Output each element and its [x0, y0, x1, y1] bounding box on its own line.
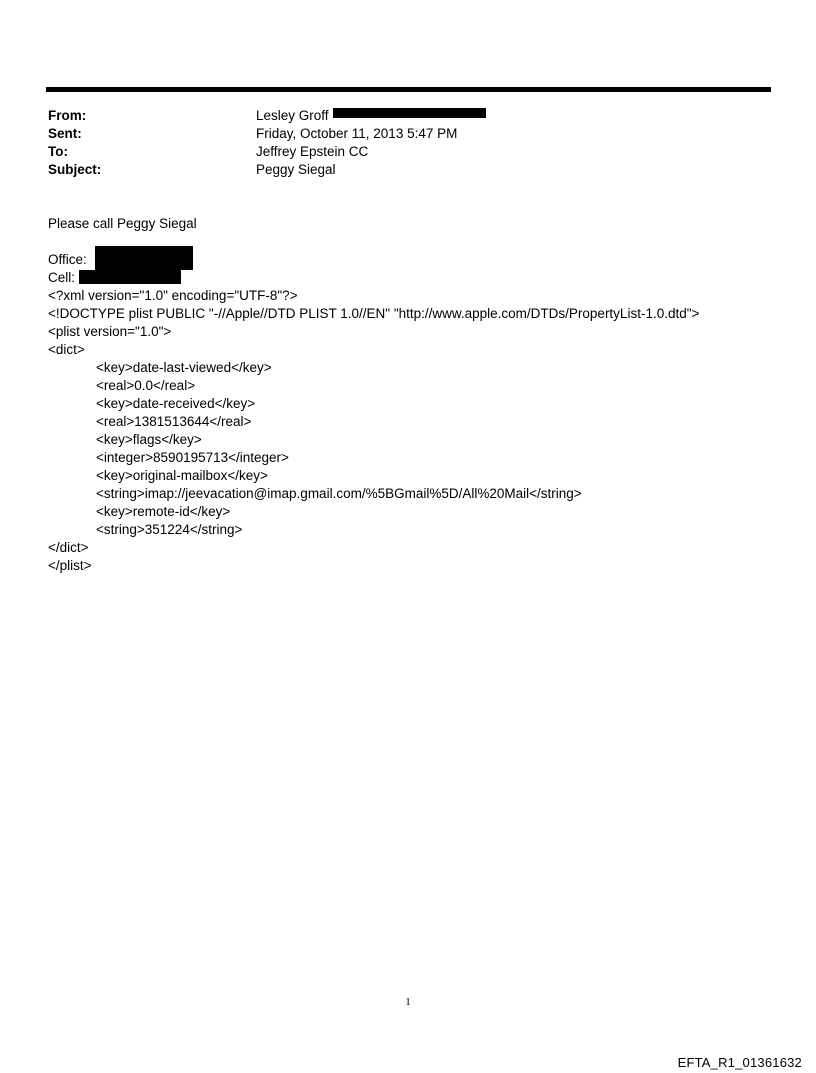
plist-closing-line: </plist> [48, 558, 92, 573]
dict-entry: <real>0.0</real> [96, 378, 196, 393]
dict-entry: <key>original-mailbox</key> [96, 468, 268, 483]
redacted-cell-number [79, 270, 181, 284]
dict-entry: <key>flags</key> [96, 432, 202, 447]
sent-value: Friday, October 11, 2013 5:47 PM [256, 126, 458, 141]
plist-line: <plist version="1.0"> [48, 324, 172, 339]
sent-row [48, 125, 748, 143]
to-label: To: [48, 144, 68, 159]
office-line [48, 251, 788, 269]
from-value-wrap [256, 107, 748, 125]
redacted-office-number [95, 246, 193, 270]
plist-closing-line: </dict> [48, 540, 89, 555]
subject-value: Peggy Siegal [256, 162, 336, 177]
dict-entry: <string>imap://jeevacation@imap.gmail.com/%5BGmail%5D/All%20Mail</string> [96, 486, 582, 501]
to-row [48, 143, 748, 161]
cell-label: Cell: [48, 270, 76, 285]
dict-entry: <integer>8590195713</integer> [96, 450, 289, 465]
dict-entry: <key>date-received</key> [96, 396, 256, 411]
subject-row [48, 161, 748, 179]
message-text: Please call Peggy Siegal [48, 216, 197, 231]
sent-label: Sent: [48, 126, 82, 141]
dict-entry: <key>date-last-viewed</key> [96, 360, 272, 375]
plist-line: <?xml version="1.0" encoding="UTF-8"?> [48, 288, 298, 303]
plist-line: <dict> [48, 342, 85, 357]
to-value: Jeffrey Epstein CC [256, 144, 369, 159]
header-rule [46, 87, 771, 92]
from-label: From: [48, 108, 87, 123]
email-body [48, 215, 788, 575]
from-row [48, 107, 748, 125]
subject-label: Subject: [48, 162, 102, 177]
dict-entry: <real>1381513644</real> [96, 414, 252, 429]
office-label: Office: [48, 252, 87, 267]
dict-entry: <key>remote-id</key> [96, 504, 231, 519]
redacted-email [333, 108, 486, 118]
email-header [48, 107, 748, 179]
plist-line: <!DOCTYPE plist PUBLIC "-//Apple//DTD PLIST 1.0//EN" "http://www.apple.com/DTDs/PropertyList-1.0.dtd"> [48, 306, 700, 321]
document-id: EFTA_R1_01361632 [677, 1055, 802, 1070]
page-number: 1 [405, 996, 411, 1008]
dict-entry: <string>351224</string> [96, 522, 243, 537]
cell-line [48, 269, 788, 287]
from-value: Lesley Groff [256, 108, 329, 123]
